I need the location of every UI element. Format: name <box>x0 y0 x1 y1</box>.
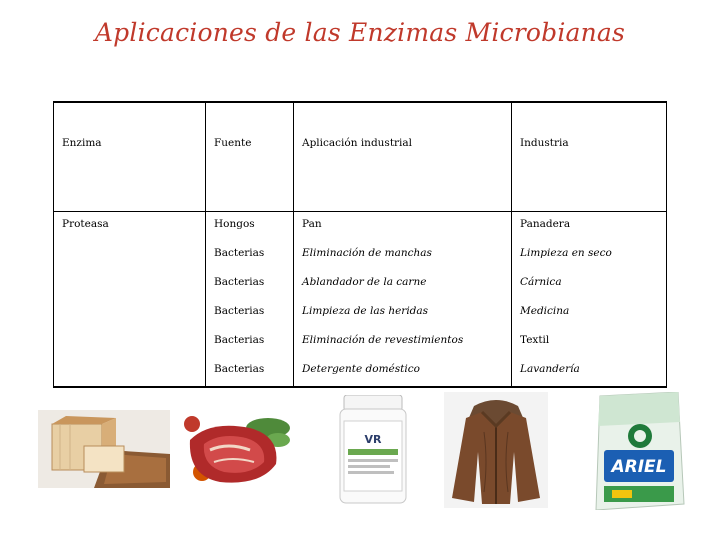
header-fuente: Fuente <box>206 102 294 212</box>
table-row <box>54 357 667 387</box>
table-row <box>54 212 667 242</box>
jar-logo: VR <box>364 433 382 446</box>
detergent-box-photo <box>592 392 686 510</box>
enzyme-table <box>53 101 667 388</box>
cell-fuente: Bacterias <box>206 328 294 357</box>
raw-meat-photo <box>180 410 292 488</box>
cell-enzima <box>54 270 206 299</box>
page-title: Aplicaciones de las Enzimas Microbianas <box>94 18 626 47</box>
table-row <box>54 241 667 270</box>
cell-enzima <box>54 299 206 328</box>
header-industria: Industria <box>512 102 667 212</box>
table-row <box>54 328 667 357</box>
bread-photo <box>38 410 170 488</box>
cell-aplicacion: Eliminación de manchas <box>294 241 512 270</box>
cell-enzima <box>54 241 206 270</box>
cell-fuente: Bacterias <box>206 270 294 299</box>
header-aplicacion: Aplicación industrial <box>294 102 512 212</box>
detergent-brand: ARIEL <box>611 457 667 477</box>
cell-industria: Limpieza en seco <box>512 241 667 270</box>
table-row <box>54 299 667 328</box>
cell-enzima <box>54 328 206 357</box>
cell-aplicacion: Ablandador de la carne <box>294 270 512 299</box>
cell-industria: Cárnica <box>512 270 667 299</box>
cell-industria: Medicina <box>512 299 667 328</box>
cell-industria: Lavandería <box>512 357 667 387</box>
cell-fuente: Bacterias <box>206 299 294 328</box>
cell-aplicacion: Limpieza de las heridas <box>294 299 512 328</box>
cell-fuente: Bacterias <box>206 241 294 270</box>
leather-jacket-photo <box>444 392 548 508</box>
table-row <box>54 270 667 299</box>
cell-aplicacion: Eliminación de revestimientos <box>294 328 512 357</box>
enzyme-jar-photo <box>336 395 410 505</box>
cell-aplicacion: Pan <box>294 212 512 242</box>
header-enzima: Enzima <box>54 102 206 212</box>
cell-enzima: Proteasa <box>54 212 206 242</box>
table-header-row <box>54 102 667 212</box>
cell-fuente: Hongos <box>206 212 294 242</box>
cell-enzima <box>54 357 206 387</box>
cell-industria: Panadera <box>512 212 667 242</box>
cell-aplicacion: Detergente doméstico <box>294 357 512 387</box>
cell-industria: Textil <box>512 328 667 357</box>
cell-fuente: Bacterias <box>206 357 294 387</box>
